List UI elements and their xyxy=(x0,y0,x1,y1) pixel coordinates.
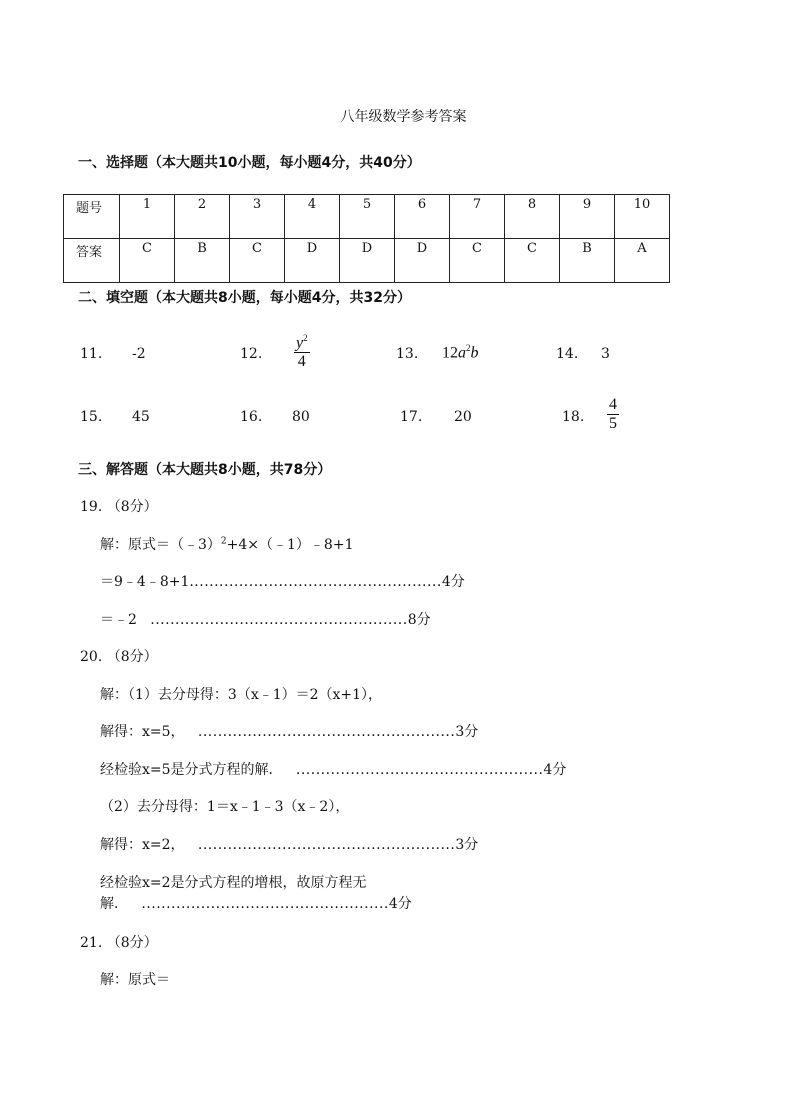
table-cell: 5 xyxy=(340,195,395,239)
table-cell: A xyxy=(615,239,670,283)
q19-line2 xyxy=(100,571,465,591)
expr-coefficient: 12 xyxy=(442,344,458,362)
q21-line1: 解：原式＝ xyxy=(100,972,170,988)
fraction-denominator: 4 xyxy=(297,353,306,371)
q19-line3-dots: .................................................... xyxy=(150,612,408,628)
q19-line3 xyxy=(100,609,431,629)
fraction-y2-over-4 xyxy=(294,333,310,371)
table-cell: B xyxy=(175,239,230,283)
fill-item-number: 17. xyxy=(400,409,423,425)
table-cell: D xyxy=(340,239,395,283)
table-cell: D xyxy=(395,239,450,283)
fraction-denominator: 5 xyxy=(609,415,617,432)
q20-line3-score: 4分 xyxy=(543,762,567,778)
q20-line3-text: 经检验x=5是分式方程的解． xyxy=(100,762,283,778)
table-cell: 1 xyxy=(120,195,175,239)
table-cell: B xyxy=(560,239,615,283)
fill-item-number: 11. xyxy=(80,346,103,362)
q20-line2 xyxy=(100,721,478,741)
row-label-number: 题号 xyxy=(64,195,120,239)
table-cell: C xyxy=(505,239,560,283)
q19-line2-score: 4分 xyxy=(441,574,465,590)
fill-item-number: 16. xyxy=(240,409,263,425)
q20-line2-text: 解得：x=5， xyxy=(100,724,185,740)
table-cell: 4 xyxy=(285,195,340,239)
page-title: 八年级数学参考答案 xyxy=(340,109,467,125)
expr-exponent: 2 xyxy=(466,343,471,353)
table-cell: 2 xyxy=(175,195,230,239)
fill-item-answer: 45 xyxy=(132,409,150,425)
q19-line3-text: ＝﹣2 xyxy=(100,612,137,628)
q19-line1 xyxy=(100,534,353,554)
q20-line2-score: 3分 xyxy=(455,724,479,740)
table-cell: C xyxy=(450,239,505,283)
fraction-numerator: 4 xyxy=(609,396,617,413)
table-cell: 3 xyxy=(230,195,285,239)
section3-heading: 三、解答题（本大题共8小题，共78分） xyxy=(78,462,332,478)
q20-label: 20. （8分） xyxy=(80,649,158,665)
fraction-numerator-exponent: 2 xyxy=(303,333,308,343)
q20-line3 xyxy=(100,759,566,779)
fill-item-answer: 80 xyxy=(292,409,310,425)
expr-var-b: b xyxy=(470,344,479,362)
table-cell: 8 xyxy=(505,195,560,239)
fill-item-number: 12. xyxy=(240,346,263,362)
fill-item-number: 18. xyxy=(562,409,585,425)
fill-item-number: 14. xyxy=(556,346,579,362)
q20-line7-score: 4分 xyxy=(388,896,412,912)
q20-line7-text: 解． xyxy=(100,896,128,912)
q19-line1-b: +4×（﹣1）﹣8+1 xyxy=(226,537,354,553)
table-cell: C xyxy=(120,239,175,283)
table-cell: 9 xyxy=(560,195,615,239)
q20-line5-dots: .................................................... xyxy=(197,837,456,853)
table-cell: D xyxy=(285,239,340,283)
q19-line2-dots: ................................................... xyxy=(189,574,442,590)
fill-item-answer: -2 xyxy=(132,346,146,362)
q20-line3-dots: .................................................. xyxy=(295,762,544,778)
q20-line4: （2）去分母得：1＝x﹣1﹣3（x﹣2）， xyxy=(100,799,350,815)
table-row-numbers xyxy=(64,195,670,239)
q20-line7-dots: .................................................. xyxy=(141,896,389,912)
q20-line5-score: 3分 xyxy=(455,837,479,853)
q19-line3-score: 8分 xyxy=(407,612,431,628)
fill-item-expression xyxy=(442,343,479,362)
q19-label: 19. （8分） xyxy=(80,499,158,515)
q20-line7 xyxy=(100,893,412,913)
fill-item-answer: 20 xyxy=(454,409,472,425)
expr-var-a: a xyxy=(458,344,466,362)
table-cell: 10 xyxy=(615,195,670,239)
table-cell: 6 xyxy=(395,195,450,239)
q20-line5-text: 解得：x=2， xyxy=(100,837,185,853)
section1-heading: 一、选择题（本大题共10小题，每小题4分，共40分） xyxy=(78,155,421,171)
table-cell: C xyxy=(230,239,285,283)
fraction-4-over-5 xyxy=(607,396,619,433)
q19-line2-text: ＝9﹣4﹣8+1 xyxy=(100,574,190,590)
row-label-answer: 答案 xyxy=(64,239,120,283)
q20-line5 xyxy=(100,834,478,854)
fill-item-answer: 3 xyxy=(601,346,610,362)
fraction-numerator-base: y xyxy=(296,334,304,352)
q20-line1: 解：（1）去分母得：3（x﹣1）＝2（x+1）， xyxy=(100,687,383,703)
fill-item-number: 13. xyxy=(396,346,419,362)
q19-line1-a: 解：原式＝（﹣3） xyxy=(100,537,221,553)
answer-table xyxy=(63,194,670,283)
q20-line2-dots: .................................................... xyxy=(197,724,456,740)
fill-item-number: 15. xyxy=(80,409,103,425)
table-cell: 7 xyxy=(450,195,505,239)
section2-heading: 二、填空题（本大题共8小题，每小题4分，共32分） xyxy=(78,290,411,306)
q21-label: 21. （8分） xyxy=(80,935,158,951)
q19-line1-exp: 2 xyxy=(220,536,227,547)
table-row-answers xyxy=(64,239,670,283)
q20-line6: 经检验x=2是分式方程的增根，故原方程无 xyxy=(100,875,367,891)
